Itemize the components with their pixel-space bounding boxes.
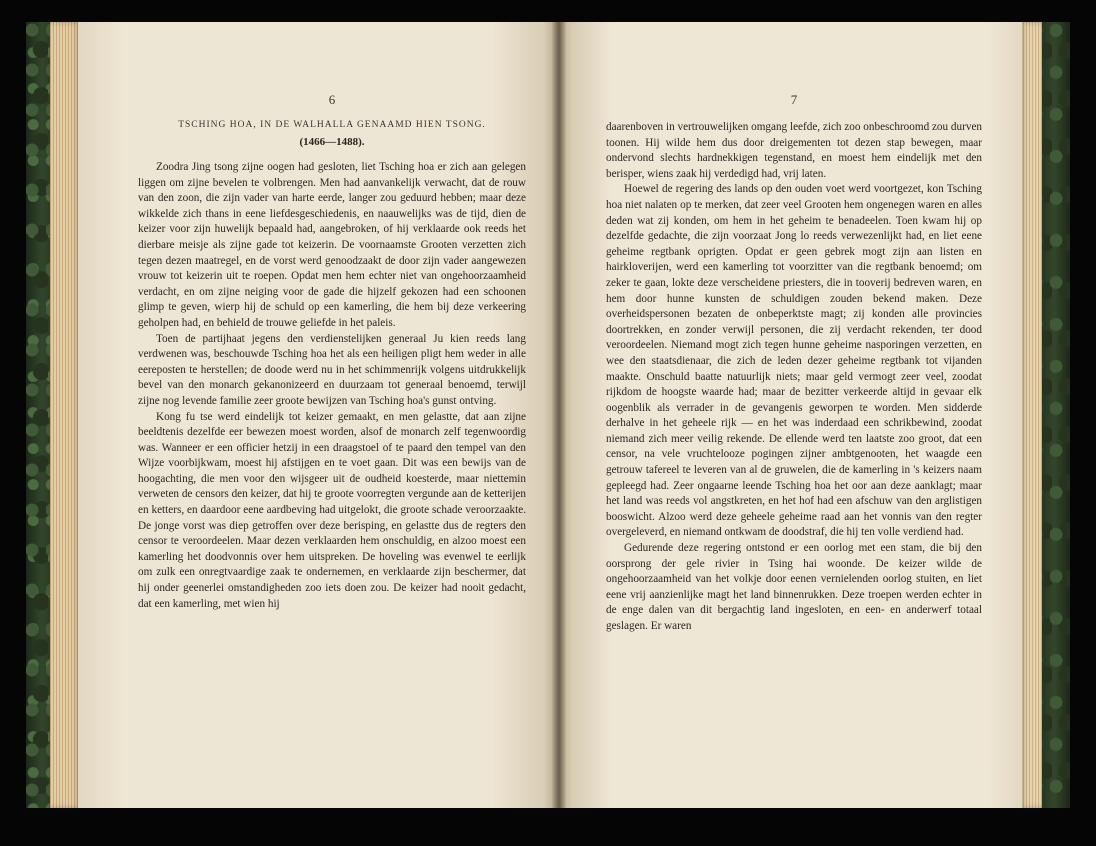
page-number: 7 [790,92,798,107]
chapter-heading: TSCHING HOA, IN DE WALHALLA GENAAMD HIEN TSONG. [178,120,486,130]
left-page-text [138,160,526,612]
page-number: 6 [328,92,336,107]
chapter-dates: (1466—1488). [299,136,365,148]
paragraph: daarenboven in vertrouwelijken omgang leefde, zich zoo onbeschroomd zou durven toonen. Hij wilde hem dus door dreigementen tot dezen stap bewegen, maar ondervond slechts hardnekkigen tegenstand, en moest hem eindelijk met den berisper, wiens zaak hij verdedigd had, vrij laten. [606,121,982,180]
paragraph: Gedurende deze regering ontstond er een oorlog met een stam, die bij den oorsprong der gele rivier in Tsing hai woonde. De keizer wilde de ongehoorzaamheid van het volkje door eenen vernielenden oorlog stuiten, en liet eene vrij aanzienlijke magt het land binnenrukken. Deze troepen werden echter in de enge dalen van dit bergachtig land ingesloten, en een- en anderwerf totaal geslagen. Er waren [606,542,982,632]
right-page-edges [1020,22,1042,808]
paragraph: Hoewel de regering des lands op den ouden voet werd voortgezet, kon Tsching hoa niet nalaten op te merken, dat zeer veel Grooten hem ongenegen waren en alles deden wat zij konden, om hem in het geheim te benadeelen. Toen kwam hij op dezelfde gedachte, die zijn voorzaat Jong lo reeds verwezenlijkt had, en liet eene geheime regtbank oprigten. Opdat er geen gebrek mogt zijn aan listen en hairkloverijen, werd een kamerling tot voorzitter van die regtbank benoemd; om zeker te gaan, lokte deze verscheidene priesters, die in tooverij bedreven waren, en hem door hunne kunsten de schuldigen zouden bekend maken. Deze overheidspersonen bezaten de onbeperktste magt; zij konden alle provincies doortrekken, en zonder verwijl personen, die zij verdacht rekenden, ter dood veroordeelen. Niemand mogt zich tegen hunne geheime nasporingen verzetten, en wee den staatsdienaar, die zich de leden dezer geheime regtbank tot vijanden maakte. Onschuld baatte natuurlijk niets; maar geld vermogt zeer veel, zoodat rijkdom de hoogste waarde had; maar de bezitter verkeerde altijd in gevaar elk oogenblik als verrader in de gevangenis geworpen te worden. Men sidderde derhalve in het geheele rijk — en het was inderdaad een schrikbewind, zoodat niemand zich meer veilig rekende. De ellende werd ten laatste zoo groot, dat een censor, na vele vruchtelooze pogingen zijner ambtgenooten, het waagde een getrouw tafereel te leveren van al de gruwelen, die de kamerling in 's keizers naam gepleegd had. Zeer ongaarne leende Tsching hoa het oor aan deze aanklagt; maar het land was reeds vol angstkreten, en het hof had een afschuw van den arglistigen booswicht. Alzoo werd deze geheele geheime raad aan het vonnis van den regter overgeleverd, en niemand ontkwam de doodstraf, die hij ten volle verdiend had. [606,183,982,539]
right-page-text [606,120,982,635]
left-page-edges [50,22,80,808]
paragraph: Zoodra Jing tsong zijne oogen had gesloten, liet Tsching hoa er zich aan gelegen liggen om zijne bevelen te volbrengen. Men had aanvankelijk verwacht, dat de rouw van den zoon, die zijn vader van harte eerde, langer zou geduurd hebben; maar deze wikkelde zich thans in eene liefdesgeschiedenis, en naauwelijks was de tijd, dien de keizer voor zijn huwelijk bepaald had, aangebroken, of hij verklaarde ook reeds het dierbare meisje als zijne gade tot keizerin. De voornaamste Grooten verzetten zich tegen dezen maatregel, en de vorst werd genoodzaakt de door zijn vader aangewezen vrouw tot keizerin uit te roepen. Opdat men hem echter niet van ongehoorzaamheid verdacht, en om zijne neiging voor de gade die hijzelf gekozen had een schoonen glimp te geven, wierp hij de schuld op een kamerling, die hem bij deze verkeering geholpen had, en behield de trouwe geliefde in het paleis. [138,161,526,329]
right-page [558,22,1022,808]
paragraph: Toen de partijhaat jegens den verdienstelijken generaal Ju kien reeds lang verdwenen was, beschouwde Tsching hoa het als een heiligen pligt hem weder in alle eereposten te herstellen; de doode werd nu in het schimmenrijk volgens uitdrukkelijk bevel van den monarch gekanonizeerd en duurzaam tot generaal benoemd, terwijl zijne nog levende familie zeer groote bewijzen van Tsching hoa's gunst ontving. [138,332,526,407]
book-gutter [552,22,566,808]
left-page [78,22,558,808]
paragraph: Kong fu tse werd eindelijk tot keizer gemaakt, en men gelastte, dat aan zijne beeldtenis dezelfde eer bewezen moest worden, alsof de monarch zelf tegenwoordig was. Wanneer er een officier hetzij in een draagstoel of te paard den tempel van den Wijze voorbijkwam, moest hij afstijgen en te voet gaan. Dit was een bewijs van de hoogachting, die men voor den wijsgeer uit de oudheid koesterde, maar niettemin verweten de censors den keizer, dat hij te groote voorregten vergunde aan de ketterijen en ketters, en daardoor eene aardbeving had uitgelokt, die groote schade veroorzaakte. De jonge vorst was diep getroffen over deze berisping, en gelastte dus de regters den censor te veroordeelen. Maar dezen verklaarden hem onschuldig, en alzoo moest een kamerling het doodvonnis over hem uitspreken. De hoveling was evenwel te eerlijk om zulk een onregtvaardige zaak te ondernemen, en verklaarde zijn beschermer, dat hij onder geenerlei omstandigheden zoo iets doen zou. De keizer had nooit gedacht, dat een kamerling, met wien hij [138,410,526,610]
